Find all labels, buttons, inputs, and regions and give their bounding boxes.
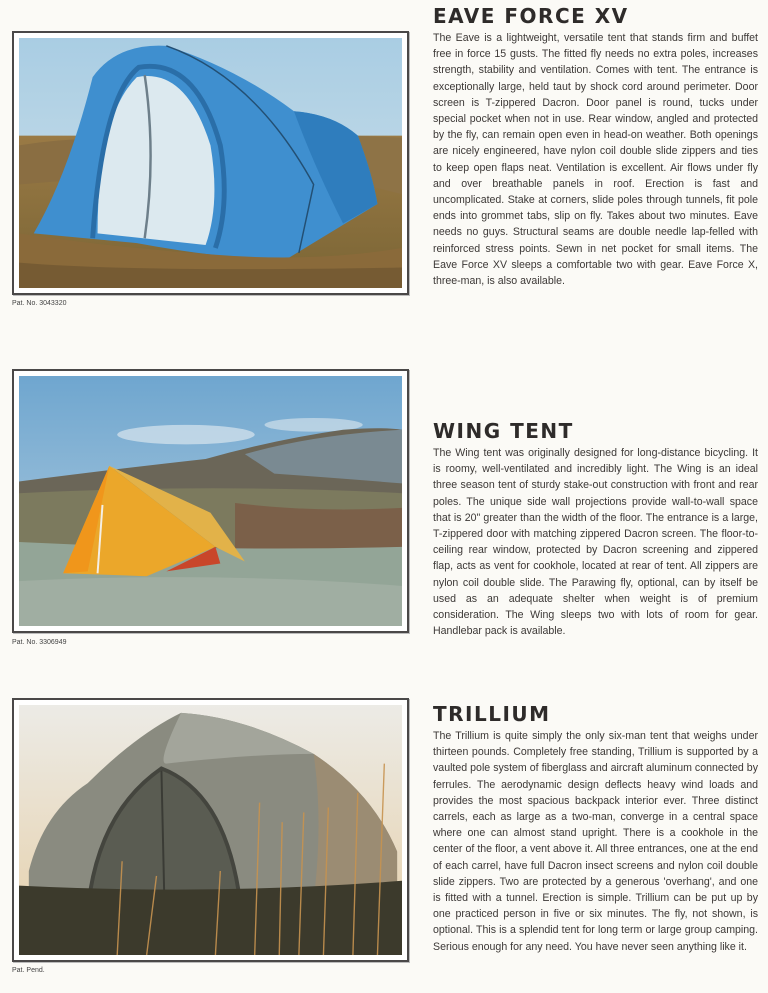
- photo-frame-wing-tent: [12, 369, 409, 633]
- photo-eave-force-xv: [19, 38, 402, 288]
- product-description-eave-force-xv: The Eave is a lightweight, versatile tent that stands firm and buffet free in force 15 gusts. The fitted fly needs no extra poles, increases strength, stability and ventilation. Comes with tent. The entrance is exceptionally large, held taut by shock cord around perimeter. Door screen is T-zippered Dacron. Door panel is round, tucks under special pocket when not in use. Rear window, angled and protected by the fly, can remain open even in head-on weather. Both openings are nicely engineered, have nylon coil double slide zippers and ties to keep open flaps neat. Ventilation is excellent. Air flows under fly and over breathable panels in roof. Erection is fast and uncomplicated. Stake at corners, slide poles through tunnels, fit pole ends into grommet tabs, slip on fly. Takes about two minutes. Eave needs no guys. Structural seams are double needle lap-felled with reinforced stress points. Sewn in net pocket for small items. The Eave Force XV sleeps a comfortable two with gear. Eave Force X, three-man, is also available.: [433, 32, 758, 288]
- product-description-wing-tent: The Wing tent was originally designed for long-distance bicycling. It is roomy, well-ventilated and incredibly light. The Wing is an ideal three season tent of sturdy stake-out construction with front and rear poles. The unique side wall projections provide wall-to-wall space that is 20" greater than the width of the floor. The entrance is a large, T-zippered door with matching zippered Dacron screen. The floor-to-ceiling rear window, protected by Dacron screening and zippered flap, acts as vent for cookhole, located at rear of tent. All zippers are nylon coil double slide. The Parawing fly, optional, can by itself be used as an adequate shelter when weight is of premium consideration. The Wing sleeps two with lots of room for gear. Handlebar pack is available.: [433, 447, 758, 638]
- product-title-eave-force-xv: EAVE FORCE XV: [433, 4, 629, 28]
- patent-number-wing-tent: Pat. No. 3306949: [12, 639, 67, 646]
- patent-number-eave-force-xv: Pat. No. 3043320: [12, 300, 67, 307]
- photo-frame-eave-force-xv: [12, 31, 409, 295]
- patent-number-trillium: Pat. Pend.: [12, 967, 45, 974]
- product-section-trillium: [433, 703, 758, 955]
- product-section-eave-force-xv: [433, 5, 758, 289]
- photo-wing-tent: [19, 376, 402, 626]
- product-title-trillium: TRILLIUM: [433, 702, 551, 726]
- product-title-wing-tent: WING TENT: [433, 419, 574, 443]
- product-section-wing-tent: [433, 420, 758, 639]
- product-description-trillium: The Trillium is quite simply the only six-man tent that weighs under thirteen pounds. Completely free standing, Trillium is supported by a vaulted pole system of fiberglass and aircraft aluminum connected by ferrules. The aerodynamic design deflects heavy wind loads and provides the most spacious backpack interior ever. Three distinct carrels, each as large as a two-man, converge in a central space where one can almost stand upright. There is a cookhole in the center of the floor, a vent above it. All three entrances, one at the end of each carrel, have full Dacron insect screens and nylon coil double slide zippers. Two are protected by a generous 'overhang', and one is fitted with a tunnel. Erection is simple. Trillium can be put up by one practiced person in five or six minutes. The fly, not shown, is optional. This is a splendid tent for long term or large group camping. Serious enough for any need. You have never seen anything like it.: [433, 730, 758, 953]
- photo-frame-trillium: [12, 698, 409, 962]
- photo-trillium: [19, 705, 402, 955]
